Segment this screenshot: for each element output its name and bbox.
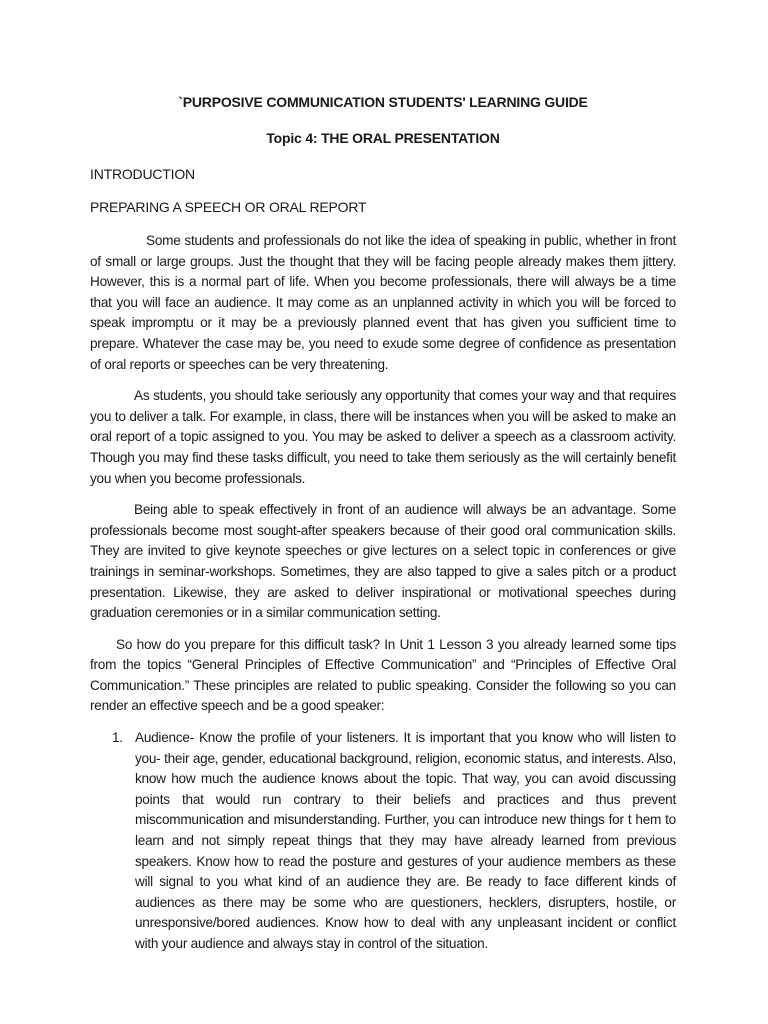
document-title: `PURPOSIVE COMMUNICATION STUDENTS' LEARNING GUIDE [178, 94, 588, 110]
topic-title: Topic 4: THE ORAL PRESENTATION [266, 130, 500, 146]
section-heading: PREPARING A SPEECH OR ORAL REPORT [90, 199, 367, 215]
list-item-text: Audience- Know the profile of your listeners. It is important that you know who will listen to you- their age, gender, educational background, religion, economic status, and interests. Also, know how much the audience knows about the topic. That way, you can avoid discussing points that would run contrary to their beliefs and practices and thus prevent miscommunication and misunderstanding. Further, you can introduce new things for t hem to learn and not simply repeat things that they may have already learned from previous speakers. Know how to read the posture and gestures of your audience members as these will signal to you what kind of an audience they are. Be ready to face different kinds of audiences as there may be some who are questioners, hecklers, disrupters, hostile, or unresponsive/bored audiences. Know how to deal with any unpleasant incident or conflict with your audience and always stay in control of the situation. [135, 730, 676, 951]
paragraph: So how do you prepare for this difficult task? In Unit 1 Lesson 3 you already learned some tips from the topics “General Principles of Effective Communication” and “Principles of Effective Oral Communication.” These principles are related to public speaking. Consider the following so you can render an effective speech and be a good speaker: [90, 636, 676, 714]
paragraph: Being able to speak effectively in front of an audience will always be an advantage. Some professionals become most sought-after speakers because of their good oral communication skills. They are invited to give keynote speeches or give lectures on a select topic in conferences or give trainings in seminar-workshops. Sometimes, they are also tapped to give a sales pitch or a product presentation. Likewise, they are asked to deliver inspirational or motivational speeches during graduation ceremonies or in a similar communication setting. [90, 502, 676, 621]
introduction-heading: INTRODUCTION [90, 166, 195, 182]
paragraph: As students, you should take seriously any opportunity that comes your way and that requires you to deliver a talk. For example, in class, there will be instances when you will be asked to make an oral report of a topic assigned to you. You may be asked to deliver a speech as a classroom activity. Though you may find these tasks difficult, you need to take them seriously as the will certainly benefit you when you become professionals. [90, 388, 676, 486]
list-item [90, 728, 676, 955]
paragraph: Some students and professionals do not like the idea of speaking in public, whether in front of small or large groups. Just the thought that they will be facing people already makes them jittery. However, this is a normal part of life. When you become professionals, there will always be a time that you will face an audience. It may come as an unplanned activity in which you will be forced to speak impromptu or it may be a previously planned event that has given you sufficient time to prepare. Whatever the case may be, you need to exude some degree of confidence as presentation of oral reports or speeches can be very threatening. [90, 233, 676, 372]
numbered-list [90, 728, 676, 955]
list-item-number: 1. [112, 730, 123, 746]
